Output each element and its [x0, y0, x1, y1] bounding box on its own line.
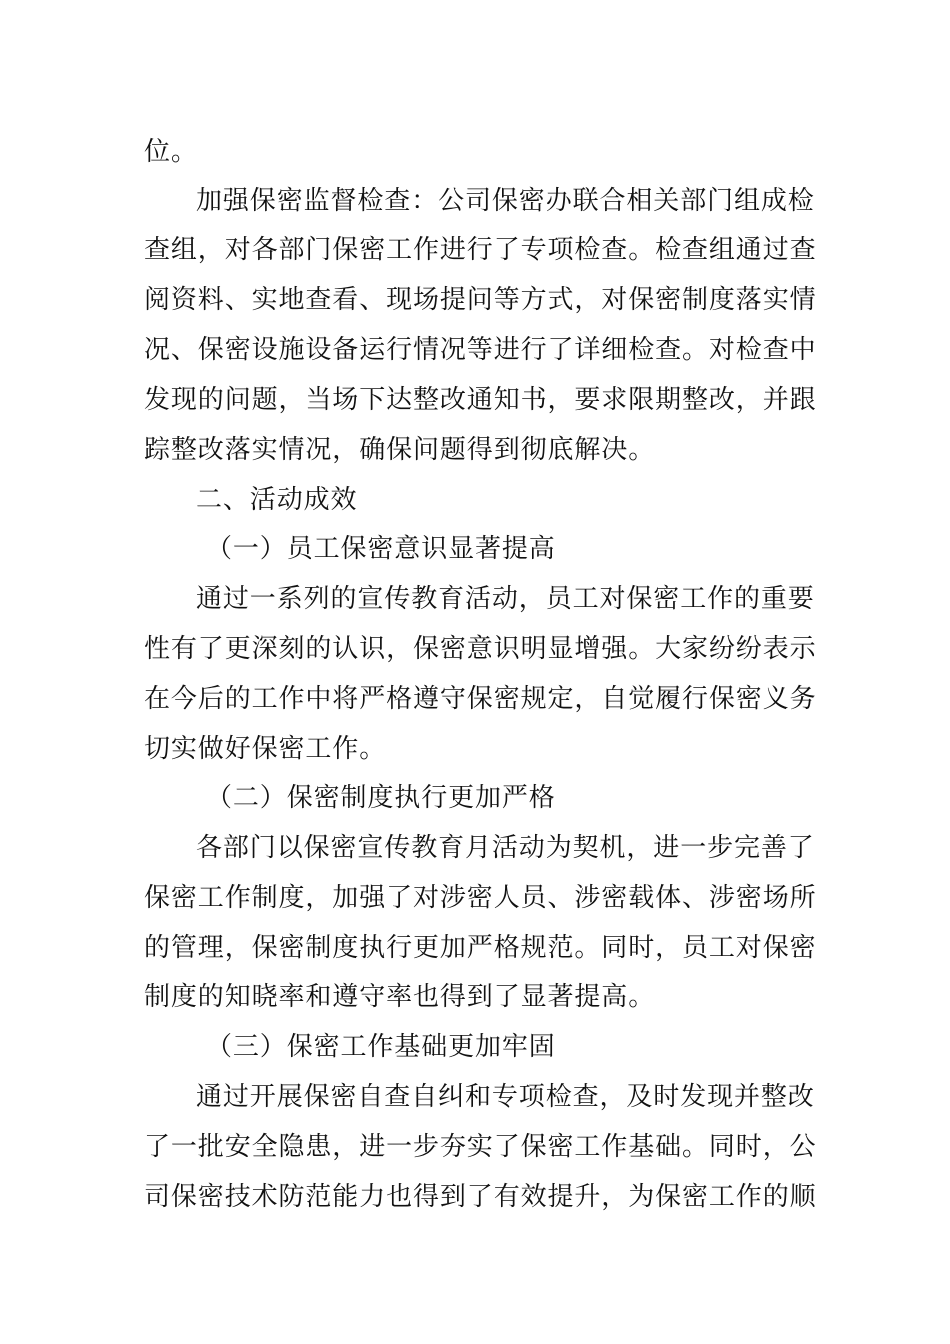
body-text-line: 查组，对各部门保密工作进行了专项检查。检查组通过查	[144, 235, 817, 265]
subsection-heading: （二）保密制度执行更加严格	[206, 783, 556, 813]
paragraph-first-line: 通过开展保密自查自纠和专项检查，及时发现并整改	[196, 1082, 815, 1112]
body-text-line: 制度的知晓率和遵守率也得到了显著提高。	[144, 982, 656, 1012]
body-text-line: 保密工作制度，加强了对涉密人员、涉密载体、涉密场所	[144, 883, 817, 913]
paragraph-first-line: 通过一系列的宣传教育活动，员工对保密工作的重要	[196, 584, 815, 614]
body-text-line: 司保密技术防范能力也得到了有效提升，为保密工作的顺	[144, 1182, 817, 1212]
body-text-line: 况、保密设施设备运行情况等进行了详细检查。对检查中	[144, 335, 817, 365]
subsection-heading: （三）保密工作基础更加牢固	[206, 1032, 556, 1062]
body-text-line: 阅资料、实地查看、现场提问等方式，对保密制度落实情	[144, 285, 817, 315]
paragraph-first-line: 各部门以保密宣传教育月活动为契机，进一步完善了	[196, 833, 815, 863]
body-text-line: 发现的问题，当场下达整改通知书，要求限期整改，并跟	[144, 385, 817, 415]
body-text-line: 踪整改落实情况，确保问题得到彻底解决。	[144, 435, 656, 465]
section-heading: 二、活动成效	[196, 485, 358, 515]
subsection-heading: （一）员工保密意识显著提高	[206, 534, 556, 564]
body-text-line: 位。	[144, 137, 198, 167]
paragraph-first-line: 加强保密监督检查：公司保密办联合相关部门组成检	[196, 186, 815, 216]
body-text-line: 的管理，保密制度执行更加严格规范。同时，员工对保密	[144, 933, 817, 963]
body-text-line: 了一批安全隐患，进一步夯实了保密工作基础。同时，公	[144, 1132, 817, 1162]
body-text-line: 在今后的工作中将严格遵守保密规定，自觉履行保密义务	[144, 684, 817, 714]
body-text-line: 性有了更深刻的认识，保密意识明显增强。大家纷纷表示	[144, 634, 817, 664]
body-text-line: 切实做好保密工作。	[144, 734, 387, 764]
